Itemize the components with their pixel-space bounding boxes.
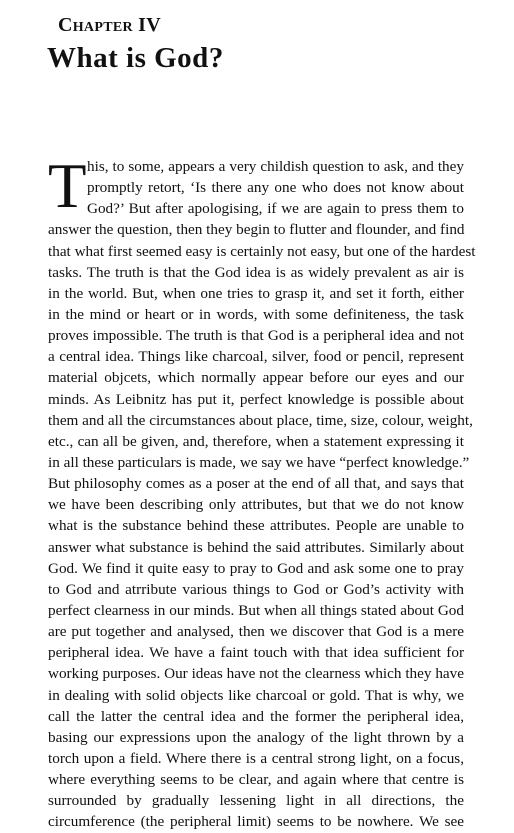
text-line: torch upon a field. Where there is a central strong light, on a focus, <box>48 749 464 767</box>
text-line: where everything seems to be clear, and again where that centre is <box>48 771 464 789</box>
text-line: minds. As Leibnitz has put it, perfect knowledge is possible about <box>48 390 464 408</box>
text-line: God?’ But after apologising, if we are again to press them to <box>87 200 464 218</box>
text-line: basing our expressions upon the analogy of the light thrown by a <box>48 728 464 746</box>
text-line: etc., can all be given, and, therefore, when a statement expressing it <box>48 432 464 450</box>
text-line: answer the question, then they begin to flutter and flounder, and find <box>48 221 465 239</box>
text-line: surrounded by gradually lessening light in all directions, the <box>48 792 464 810</box>
text-line: proves impossible. The truth is that God is a peripheral idea and not <box>48 327 464 345</box>
text-line: promptly retort, ‘Is there any one who does not know about <box>87 179 464 197</box>
text-line: that what first seemed easy is certainly not easy, but one of the hardest <box>48 242 476 260</box>
text-line: we have been describing only attributes, but that we do not know <box>48 496 464 514</box>
text-line: are put together and analysed, then we discover that God is a mere <box>48 623 464 641</box>
drop-cap: T <box>48 151 87 221</box>
text-line: in dealing with solid objects like charcoal or gold. That is why, we <box>48 686 464 704</box>
text-line: call the latter the central idea and the former the peripheral idea, <box>48 707 464 725</box>
body-text <box>48 151 476 833</box>
text-line: working purposes. Our ideas have not the clearness which they have <box>48 665 464 683</box>
chapter-label: Chapter IV <box>58 14 162 36</box>
text-line: what is the substance behind these attributes. People are unable to <box>48 517 464 535</box>
text-line: answer what substance is behind the said attributes. Similarly about <box>48 538 464 556</box>
text-line: them and all the circumstances about place, time, size, colour, weight, <box>48 411 473 429</box>
text-line: But philosophy comes as a poser at the end of all that, and says that <box>48 475 464 493</box>
text-line: God. We find it quite easy to pray to God and ask some one to pray <box>48 559 464 577</box>
text-line: in the world. But, when one tries to grasp it, and set it forth, either <box>48 284 464 302</box>
chapter-title: What is God? <box>47 42 224 74</box>
text-line: in the mind or heart or in words, with some definiteness, the task <box>48 305 464 323</box>
text-line: circumference (the peripheral limit) seems to be nowhere. We see <box>48 813 464 831</box>
text-line: peripheral idea. We have a faint touch with that idea sufficient for <box>48 644 464 662</box>
text-line: a central idea. Things like charcoal, silver, food or pencil, represent <box>48 348 464 366</box>
text-line: tasks. The truth is that the God idea is as widely prevalent as air is <box>48 263 464 281</box>
text-lines <box>48 151 476 833</box>
text-line: perfect clearness in our minds. But when all things stated about God <box>48 601 464 619</box>
text-line: to God and atrribute various things to God or God’s activity with <box>48 580 464 598</box>
text-line: his, to some, appears a very childish question to ask, and they <box>87 158 464 175</box>
text-line: material objcets, which normally appear before our eyes and our <box>48 369 464 387</box>
text-line: in all these particulars is made, we say we have “perfect knowledge.” <box>48 453 470 471</box>
